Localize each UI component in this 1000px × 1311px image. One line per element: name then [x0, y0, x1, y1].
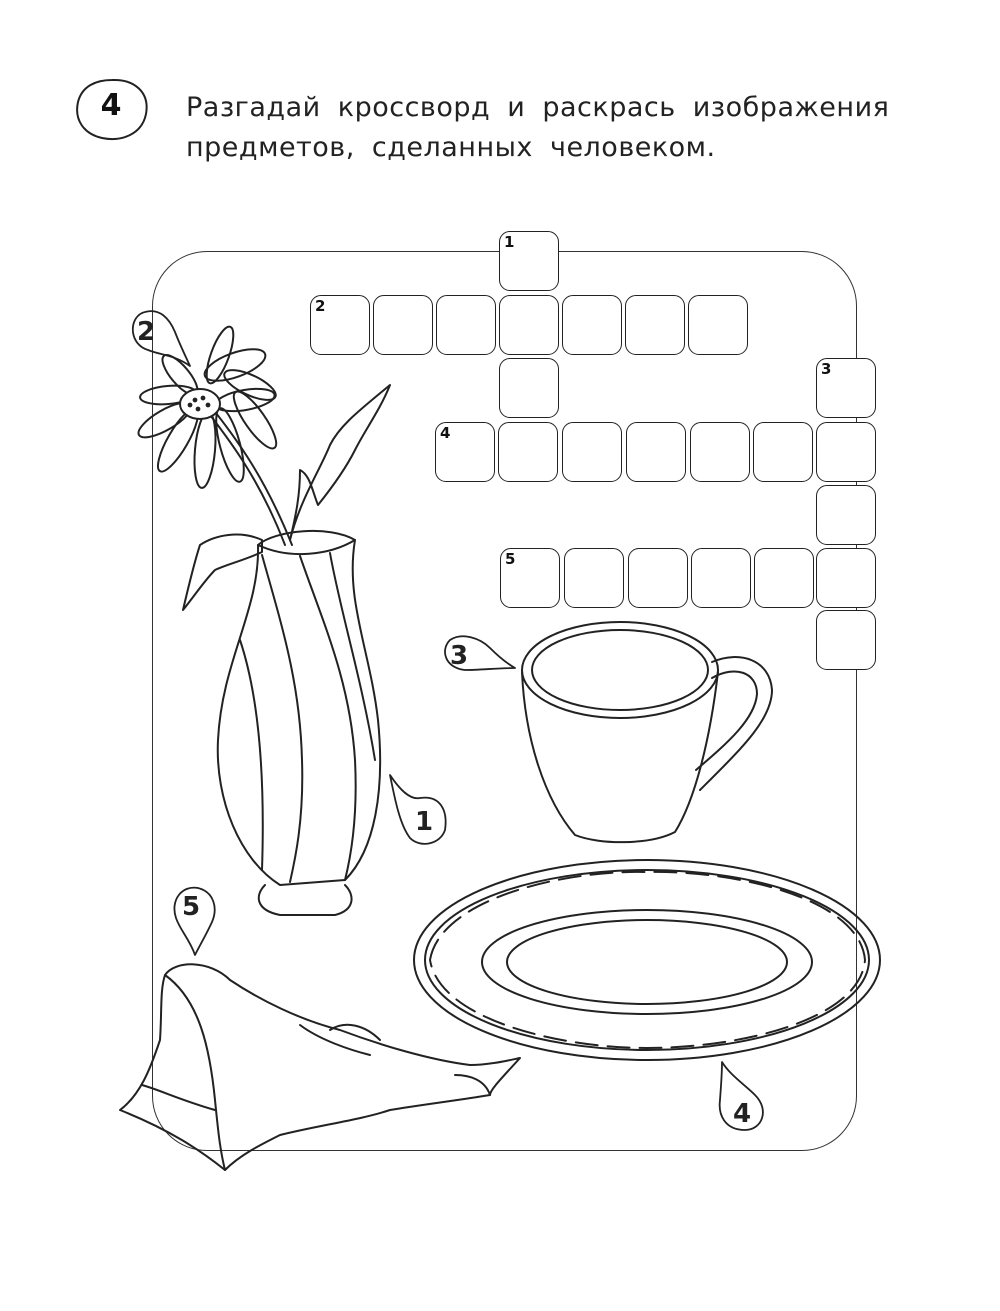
flower-drawing[interactable] — [134, 324, 390, 610]
cup-drawing[interactable] — [522, 622, 772, 842]
task-number: 4 — [100, 88, 122, 123]
tag-3 — [445, 636, 515, 671]
clue-number-1: 1 — [504, 233, 515, 251]
clue-number-2: 2 — [315, 297, 326, 315]
clue-number-4: 4 — [440, 424, 451, 442]
tag-4-number: 4 — [733, 1099, 752, 1129]
plate-drawing[interactable] — [414, 860, 880, 1060]
vase-drawing[interactable] — [218, 531, 380, 915]
instruction-line-2: предметов, сделанных человеком. — [186, 132, 716, 163]
tag-2-number: 2 — [137, 317, 156, 347]
clue-number-3: 3 — [821, 360, 832, 378]
tag-5-number: 5 — [182, 892, 201, 922]
clue-number-5: 5 — [505, 550, 516, 568]
tag-2 — [133, 311, 190, 366]
tag-1-number: 1 — [415, 807, 434, 837]
tag-5 — [174, 888, 214, 955]
tag-1 — [390, 775, 446, 844]
napkin-drawing[interactable] — [120, 964, 520, 1170]
tag-3-number: 3 — [450, 641, 469, 671]
tag-4 — [720, 1062, 763, 1130]
instruction-line-1: Разгадай кроссворд и раскрась изображения — [186, 92, 890, 123]
